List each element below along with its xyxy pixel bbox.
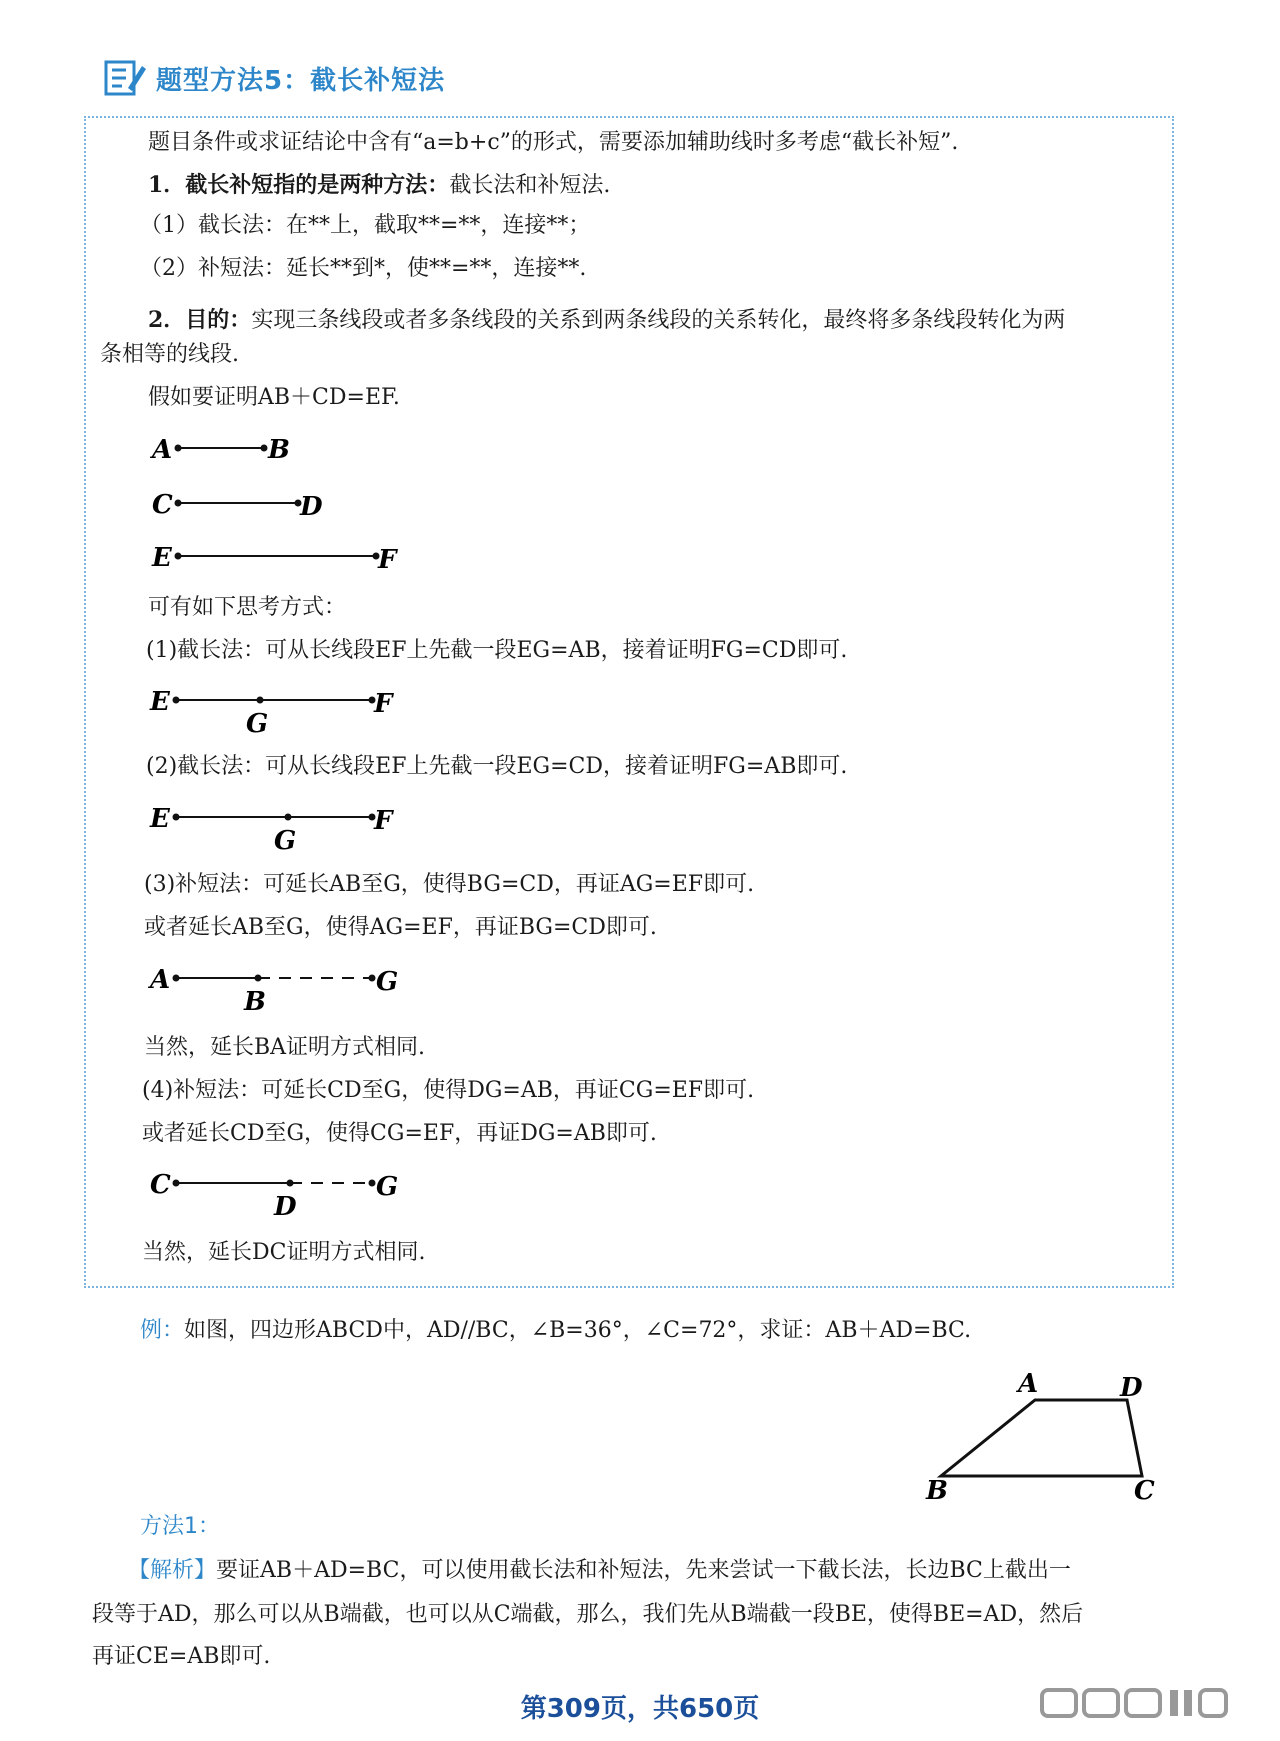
label-e: E [152,543,172,573]
case-3-figure [150,958,410,1018]
example-label: 例： [140,1318,185,1343]
figure-label-c: C [1134,1476,1155,1506]
case-2-text: (2)截长法：可从长线段EF上先截一段EG=CD，接着证明FG=AB即可. [146,754,848,779]
case-4-line-2: 或者延长CD至G，使得CG=EF，再证DG=AB即可. [142,1121,657,1146]
point-1 [148,170,610,201]
label-d: D [300,492,323,522]
example-text: 如图，四边形ABCD中，AD//BC，∠B=36°，∠C=72°，求证：AB＋AD=BC. [184,1318,972,1343]
analysis-text-1: 要证AB＋AD=BC，可以使用截长法和补短法，先来尝试一下截长法，长边BC上截出一 [216,1558,1071,1583]
section-title: 题型方法5：截长补短法 [156,65,446,96]
case-1-label-e: E [150,687,170,717]
method-1-label: 方法1： [140,1514,220,1539]
label-a: A [152,435,173,465]
page-number: 第309页，共650页 [520,1694,760,1724]
case-3-label-a: A [150,965,171,995]
watermark-icon [1040,1686,1250,1722]
analysis-line-2: 段等于AD，那么可以从B端截，也可以从C端截，那么，我们先从B端截一段BE，使得BE=AD，然后 [92,1602,1084,1627]
case-2-label-e: E [150,804,170,834]
case-1-figure [150,680,410,740]
case-1-text: (1)截长法：可从长线段EF上先截一段EG=AB，接着证明FG=CD即可. [146,638,848,663]
method-1: （1）截长法：在**上，截取**=**，连接**； [140,213,591,238]
segment-cd [152,490,323,522]
case-4-figure [150,1163,410,1223]
case-1-label-g: G [246,709,269,739]
think-text: 可有如下思考方式： [148,595,347,620]
analysis-line-1 [128,1556,1071,1586]
segments-figure [150,428,410,578]
point-2-text-1: 实现三条线段或者多条线段的关系到两条线段的关系转化，最终将多条线段转化为两 [251,308,1066,333]
case-3-line-1: (3)补短法：可延长AB至G，使得BG=CD，再证AG=EF即可. [144,872,755,897]
figure-label-a: A [1018,1369,1039,1399]
segment-ef [151,543,398,575]
point-1-label: 1．截长补短指的是两种方法： [148,172,450,198]
point-2-text-2: 条相等的线段. [100,342,239,367]
section-heading [104,58,445,98]
case-3-label-g: G [376,967,399,997]
analysis-label: 【解析】 [128,1558,217,1583]
analysis-line-3: 再证CE=AB即可. [92,1644,271,1669]
method-2: （2）补短法：延长**到*，使**=**，连接**. [140,256,587,281]
assume-text: 假如要证明AB＋CD=EF. [148,385,400,410]
case-2-label-f: F [374,806,393,836]
point-2-label: 2．目的： [148,307,252,333]
edit-note-icon [104,58,148,98]
figure-label-d: D [1120,1373,1143,1403]
case-4-label-c: C [150,1170,171,1200]
point-1-text: 截长法和补短法. [449,173,611,198]
label-b: B [268,435,290,465]
case-2-label-g: G [274,826,297,856]
case-4-label-d: D [274,1192,297,1222]
label-c: C [152,490,173,520]
case-3-label-b: B [244,987,266,1017]
point-2 [148,305,1065,336]
case-4-line-1: (4)补短法：可延长CD至G，使得DG=AB，再证CG=EF即可. [142,1078,755,1103]
figure-label-b: B [926,1476,948,1506]
case-4-after: 当然，延长DC证明方式相同. [142,1240,426,1265]
case-3-after: 当然，延长BA证明方式相同. [144,1035,426,1060]
case-3-line-2: 或者延长AB至G，使得AG=EF，再证BG=CD即可. [144,915,657,940]
case-2-figure [150,797,410,857]
label-f: F [378,545,397,575]
case-1-label-f: F [374,689,393,719]
case-4-label-g: G [376,1172,399,1202]
segment-ab [149,435,290,465]
trapezoid-figure [920,1369,1160,1506]
example-line [140,1316,971,1346]
intro-text: 题目条件或求证结论中含有“a=b+c”的形式，需要添加辅助线时多考虑“截长补短”. [148,130,959,155]
